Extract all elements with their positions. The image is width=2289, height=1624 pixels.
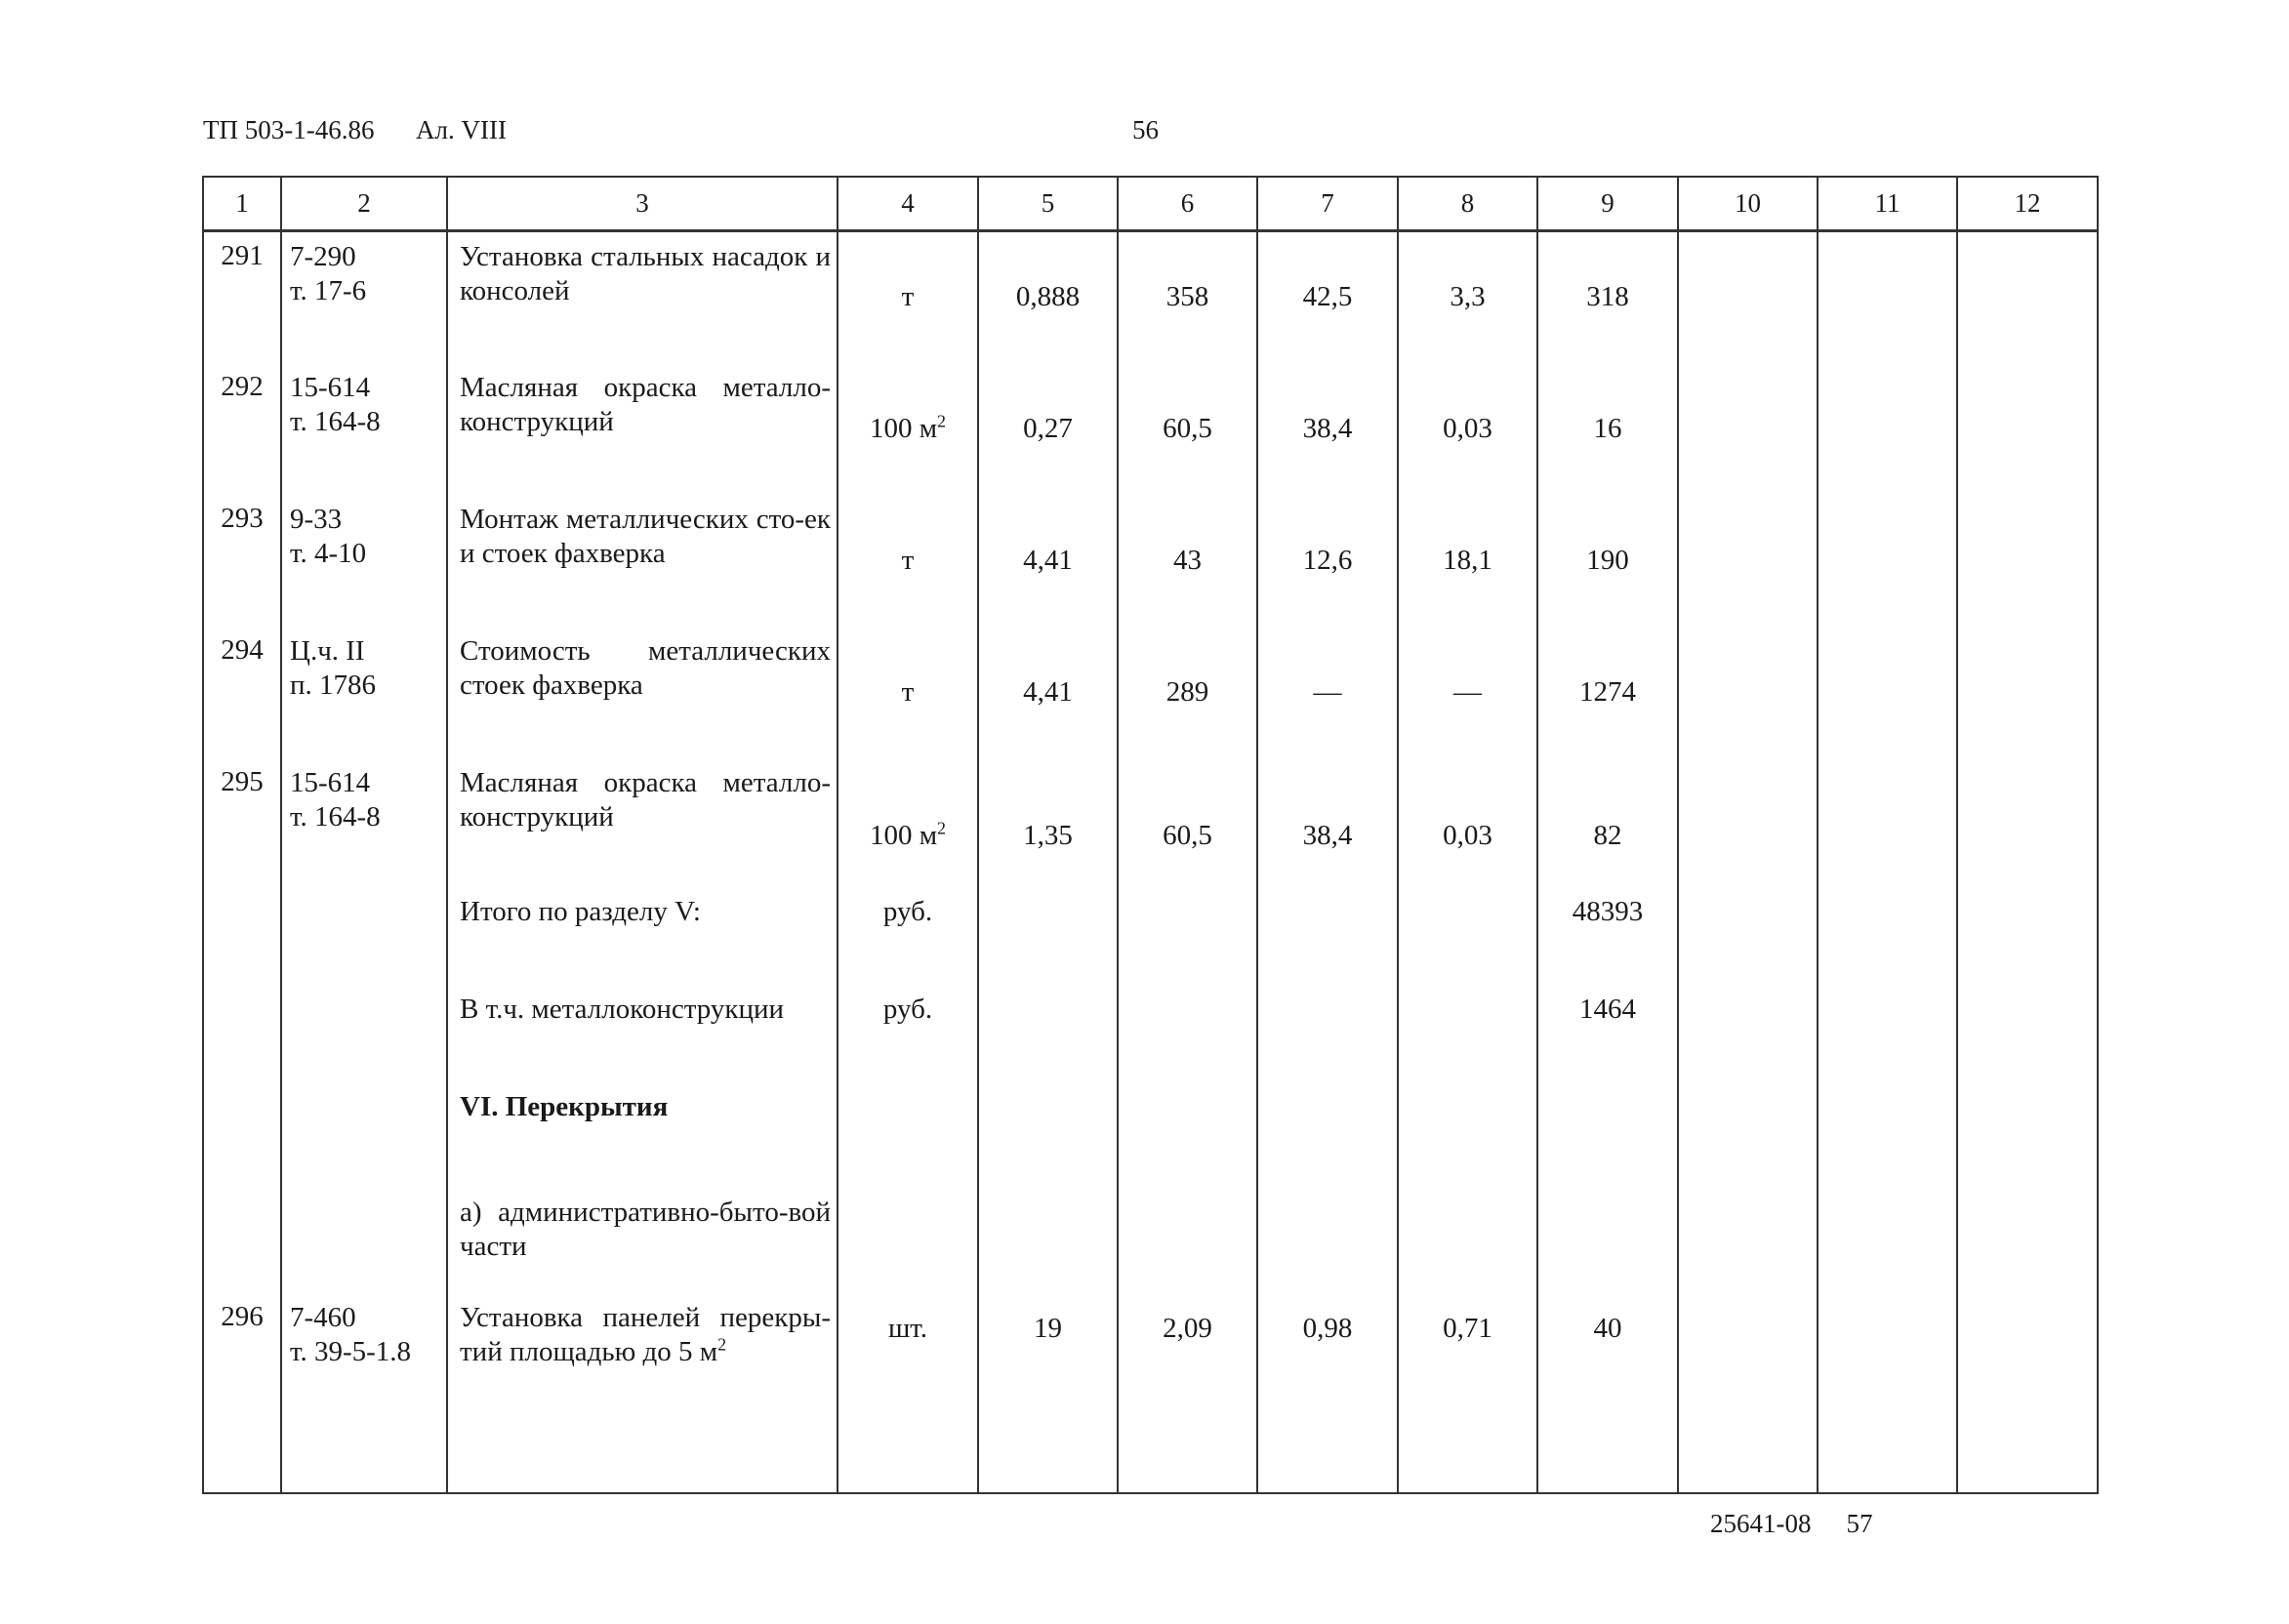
total-cell: 318 <box>1537 231 1678 363</box>
value-cell: 0,71 <box>1398 1293 1537 1494</box>
unit-cell <box>838 758 978 864</box>
norm-reference <box>281 495 447 627</box>
empty-cell <box>1118 1059 1257 1157</box>
value-cell: 38,4 <box>1257 363 1398 495</box>
norm-code: 7-460 <box>290 1301 356 1333</box>
empty-cell <box>1818 758 1957 864</box>
empty-cell <box>1957 1157 2098 1293</box>
column-number: 10 <box>1678 177 1818 231</box>
norm-code: 15-614 <box>290 766 371 798</box>
page-number: 56 <box>1132 115 1159 144</box>
table-row <box>203 363 2098 495</box>
empty-cell <box>1398 1059 1537 1157</box>
table-row <box>203 627 2098 758</box>
empty-cell <box>1257 864 1398 961</box>
quantity-cell: 19 <box>978 1293 1118 1494</box>
empty-cell <box>203 961 281 1059</box>
value-cell: 3,3 <box>1398 231 1537 363</box>
empty-cell <box>1678 495 1818 627</box>
norm-table: т. 17-6 <box>290 275 367 306</box>
section-title: VI. Перекрытия <box>447 1059 838 1157</box>
norm-table: т. 164-8 <box>290 405 381 437</box>
empty-cell <box>281 864 447 961</box>
column-number: 11 <box>1818 177 1957 231</box>
unit-cell: руб. <box>838 961 978 1059</box>
work-name <box>447 1293 838 1494</box>
empty-cell <box>1118 864 1257 961</box>
norm-code: Ц.ч. II <box>290 634 365 667</box>
empty-cell <box>1957 627 2098 758</box>
empty-cell <box>1398 864 1537 961</box>
column-number: 4 <box>838 177 978 231</box>
empty-cell <box>838 1157 978 1293</box>
total-cell: 1274 <box>1537 627 1678 758</box>
row-number: 291 <box>203 231 281 363</box>
column-number: 6 <box>1118 177 1257 231</box>
total-cell: 190 <box>1537 495 1678 627</box>
empty-cell <box>203 1157 281 1293</box>
empty-cell <box>1257 961 1398 1059</box>
unit-cell: руб. <box>838 864 978 961</box>
metal-total-label: В т.ч. металлоконструкции <box>447 961 838 1059</box>
norm-code: 9-33 <box>290 503 343 535</box>
value-cell: 42,5 <box>1257 231 1398 363</box>
empty-cell <box>1957 758 2098 864</box>
norm-code: 7-290 <box>290 241 356 272</box>
norm-reference <box>281 627 447 758</box>
column-number-row <box>203 177 2098 231</box>
work-name: Монтаж металлических сто-ек и стоек фахверка <box>447 495 838 627</box>
empty-cell <box>1678 627 1818 758</box>
column-number: 1 <box>203 177 281 231</box>
column-number: 5 <box>978 177 1118 231</box>
table-row <box>203 1293 2098 1494</box>
empty-cell <box>1118 1157 1257 1293</box>
empty-cell <box>1678 1059 1818 1157</box>
empty-cell <box>1398 961 1537 1059</box>
row-number: 296 <box>203 1293 281 1494</box>
work-name: Установка стальных насадок и консолей <box>447 231 838 363</box>
total-cell: 16 <box>1537 363 1678 495</box>
row-number: 295 <box>203 758 281 864</box>
value-cell: 0,98 <box>1257 1293 1398 1494</box>
quantity-cell: 4,41 <box>978 495 1118 627</box>
value-cell: 358 <box>1118 231 1257 363</box>
empty-cell <box>1818 1293 1957 1494</box>
empty-cell <box>1957 495 2098 627</box>
empty-cell <box>281 961 447 1059</box>
row-number: 292 <box>203 363 281 495</box>
empty-cell <box>978 1157 1118 1293</box>
value-cell: 0,03 <box>1398 363 1537 495</box>
album-label: Ал. VIII <box>416 115 507 144</box>
norm-table: т. 164-8 <box>290 800 381 832</box>
value-cell: 60,5 <box>1118 363 1257 495</box>
quantity-cell: 4,41 <box>978 627 1118 758</box>
empty-cell <box>1818 961 1957 1059</box>
subsection-row <box>203 1157 2098 1293</box>
work-name: Стоимость металлических стоек фахверка <box>447 627 838 758</box>
work-name-text: Установка панелей перекры-тий площадью до 5 м <box>460 1301 831 1367</box>
page-footer <box>1710 1509 1908 1539</box>
empty-cell <box>1537 1059 1678 1157</box>
empty-cell <box>1957 363 2098 495</box>
total-cell: 1464 <box>1537 961 1678 1059</box>
norm-code: 15-614 <box>290 371 371 403</box>
empty-cell <box>1957 1059 2098 1157</box>
norm-reference <box>281 758 447 864</box>
empty-cell <box>1818 231 1957 363</box>
empty-cell <box>281 1059 447 1157</box>
total-cell: 82 <box>1537 758 1678 864</box>
value-cell: 18,1 <box>1398 495 1537 627</box>
value-cell: — <box>1257 627 1398 758</box>
table-row <box>203 758 2098 864</box>
empty-cell <box>1678 363 1818 495</box>
unit-cell <box>838 363 978 495</box>
empty-cell <box>978 1059 1118 1157</box>
work-name: Масляная окраска металло-конструкций <box>447 363 838 495</box>
unit-text: 100 м <box>869 412 938 444</box>
sheet-number: 57 <box>1846 1509 1873 1538</box>
section-title-row <box>203 1059 2098 1157</box>
empty-cell <box>1957 231 2098 363</box>
norm-table: т. 39-5-1.8 <box>290 1335 412 1367</box>
metal-total-row <box>203 961 2098 1059</box>
empty-cell <box>1957 961 2098 1059</box>
estimate-table <box>202 176 2099 1494</box>
value-cell: — <box>1398 627 1537 758</box>
value-cell: 0,03 <box>1398 758 1537 864</box>
unit-exponent: 2 <box>937 410 947 430</box>
column-number: 3 <box>447 177 838 231</box>
empty-cell <box>1118 961 1257 1059</box>
unit-cell: т <box>838 495 978 627</box>
empty-cell <box>1818 1059 1957 1157</box>
quantity-cell: 0,888 <box>978 231 1118 363</box>
norm-table: т. 4-10 <box>290 537 367 569</box>
empty-cell <box>281 1157 447 1293</box>
empty-cell <box>1537 1157 1678 1293</box>
section-total-row <box>203 864 2098 961</box>
value-cell: 289 <box>1118 627 1257 758</box>
empty-cell <box>978 961 1118 1059</box>
empty-cell <box>1957 864 2098 961</box>
empty-cell <box>1818 1157 1957 1293</box>
norm-reference <box>281 231 447 363</box>
norm-reference <box>281 1293 447 1494</box>
unit-text: 100 м <box>869 819 938 851</box>
column-number: 7 <box>1257 177 1398 231</box>
value-cell: 43 <box>1118 495 1257 627</box>
empty-cell <box>1678 231 1818 363</box>
empty-cell <box>838 1059 978 1157</box>
quantity-cell: 0,27 <box>978 363 1118 495</box>
empty-cell <box>1678 1293 1818 1494</box>
empty-cell <box>978 864 1118 961</box>
empty-cell <box>1957 1293 2098 1494</box>
empty-cell <box>1257 1059 1398 1157</box>
empty-cell <box>1818 627 1957 758</box>
value-cell: 12,6 <box>1257 495 1398 627</box>
empty-cell <box>1818 495 1957 627</box>
column-number: 8 <box>1398 177 1537 231</box>
row-number: 294 <box>203 627 281 758</box>
table-row <box>203 231 2098 363</box>
empty-cell <box>1818 864 1957 961</box>
norm-reference <box>281 363 447 495</box>
norm-table: п. 1786 <box>290 669 377 701</box>
document-code: ТП 503-1-46.86 <box>203 115 375 144</box>
value-cell: 2,09 <box>1118 1293 1257 1494</box>
empty-cell <box>1678 864 1818 961</box>
document-number: 25641-08 <box>1710 1509 1812 1538</box>
section-total-label: Итого по разделу V: <box>447 864 838 961</box>
column-number: 9 <box>1537 177 1678 231</box>
empty-cell <box>203 1059 281 1157</box>
empty-cell <box>1678 758 1818 864</box>
empty-cell <box>1678 961 1818 1059</box>
column-number: 12 <box>1957 177 2098 231</box>
total-cell: 48393 <box>1537 864 1678 961</box>
unit-cell: шт. <box>838 1293 978 1494</box>
subsection-title: а) административно-быто-вой части <box>447 1157 838 1293</box>
empty-cell <box>1818 363 1957 495</box>
empty-cell <box>1257 1157 1398 1293</box>
empty-cell <box>203 864 281 961</box>
work-name: Масляная окраска металло-конструкций <box>447 758 838 864</box>
unit-exponent: 2 <box>717 1333 727 1354</box>
value-cell: 60,5 <box>1118 758 1257 864</box>
quantity-cell: 1,35 <box>978 758 1118 864</box>
empty-cell <box>1398 1157 1537 1293</box>
unit-cell: т <box>838 231 978 363</box>
total-cell: 40 <box>1537 1293 1678 1494</box>
value-cell: 38,4 <box>1257 758 1398 864</box>
table-row <box>203 495 2098 627</box>
column-number: 2 <box>281 177 447 231</box>
unit-cell: т <box>838 627 978 758</box>
row-number: 293 <box>203 495 281 627</box>
unit-exponent: 2 <box>937 817 947 837</box>
empty-cell <box>1678 1157 1818 1293</box>
